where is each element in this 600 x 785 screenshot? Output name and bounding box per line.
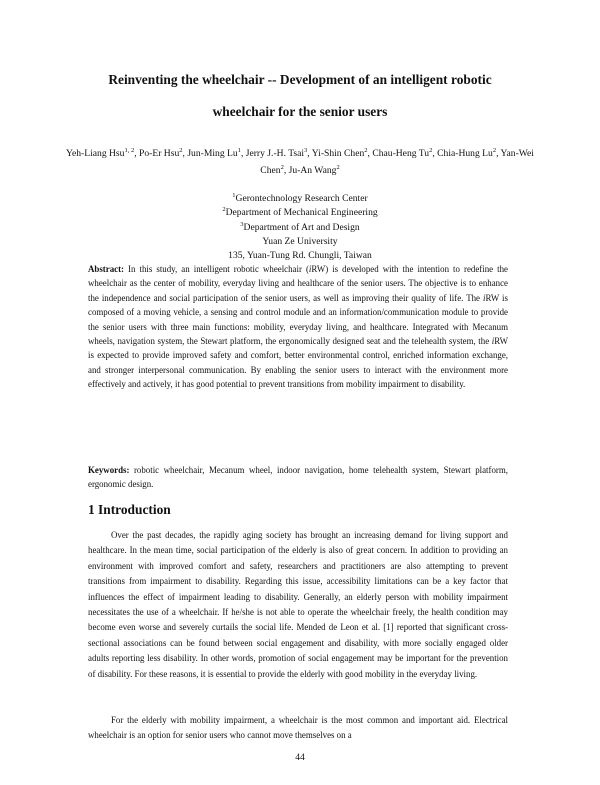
author-name: Chia-Hung Lu	[437, 148, 493, 159]
university: Yuan Ze University	[262, 235, 338, 247]
affiliation-1: $^1$Gerontechnology Research Center	[232, 191, 368, 204]
author-list: Yeh-Liang Hsu$^{1, 2}$, Po-Er Hsu$^2$, Jun-Ming Lu$^1$, Jerry J.-H. Tsai$^3$, Yi-Shin Chen$^2$, Chau-Heng Tu$^2$, Chia-Hung Lu$^2$, Yan-Wei Chen$^2$, Ju-An Wang$^2$	[66, 146, 534, 176]
section-heading-introduction: 1 Introduction	[88, 502, 171, 517]
author-name: Ju-An Wang	[288, 165, 337, 176]
introduction-paragraph-1: Over the past decades, the rapidly aging society has brought an increasing demand for living support and healthcare. In the mean time, social participation of the elderly is also of great concern. In addition to providing an environment with improved comfort and safety, researchers and practitioners are also attempting to prevent transitions from impairment to disability. Regarding this issue, accessibility limitations can be a key factor that influences the effect of impairment leading to disability. Generally, an elderly person with mobility impairment necessitates the use of a wheelchair. If he/she is not able to operate the wheelchair freely, the health condition may become even worse and severely curtails the social life. Mended de Leon et al. [1] reported that significant cross-sectional associations can be found between social engagement and disability, with more socially engaged older adults reporting less disability. In other words, promotion of social engagement may be important for the prevention of disability. For these reasons, it is essential to provide the elderly with good mobility in the everyday living.	[88, 530, 508, 679]
affiliations	[100, 192, 500, 263]
author-name: Jerry J.-H. Tsai	[245, 148, 305, 159]
page-number: 44	[295, 752, 305, 763]
abstract-label: Abstract:	[88, 264, 124, 274]
address: 135, Yuan-Tung Rd. Chungli, Taiwan	[228, 250, 372, 262]
author-name: Yi-Shin Chen	[311, 148, 365, 159]
introduction-paragraph-2: For the elderly with mobility impairment, a wheelchair is the most common and important aid. Electrical wheelchair is an option for senior users who cannot move themselves on a	[88, 715, 508, 741]
paper-title-line-1: Reinventing the wheelchair -- Development of an intelligent robotic	[108, 72, 492, 87]
affiliation-2: $^2$Department of Mechanical Engineering	[222, 206, 378, 219]
author-name: Chau-Heng Tu	[372, 148, 430, 159]
paper-title-line-2: wheelchair for the senior users	[212, 104, 388, 119]
abstract: Abstract: In this study, an intelligent robotic wheelchair (iRW) is developed with the intention to redefine the wheelchair as the center of mobility, everyday living and healthcare of the senior users. The objective is to enhance the independence and social participation of the senior users, as well as improving their quality of life. The iRW is composed of a moving vehicle, a sensing and control module and an information/communication module to provide the senior users with three main functions: mobility, everyday living, and healthcare. Integrated with Mecanum wheels, navigation system, the Stewart platform, the ergonomically designed seat and the telehealth system, the iRW is expected to provide improved safety and comfort, better environmental control, enriched information exchange, and stronger interpersonal communication. By enabling the senior users to interact with the environment more effectively and actively, it has good potential to prevent transitions from mobility impairment to disability.	[88, 264, 508, 390]
keywords-label: Keywords:	[88, 465, 130, 475]
keywords: Keywords: robotic wheelchair, Mecanum wheel, indoor navigation, home telehealth system, Stewart platform, ergonomic design.	[88, 465, 508, 490]
author-name: Yan-Wei Chen	[260, 148, 534, 176]
author-name: Yeh-Liang Hsu	[66, 148, 125, 159]
author-name: Jun-Ming Lu	[187, 148, 238, 159]
author-name: Po-Er Hsu	[139, 148, 180, 159]
affiliation-3: $^3$Department of Art and Design	[240, 220, 360, 233]
